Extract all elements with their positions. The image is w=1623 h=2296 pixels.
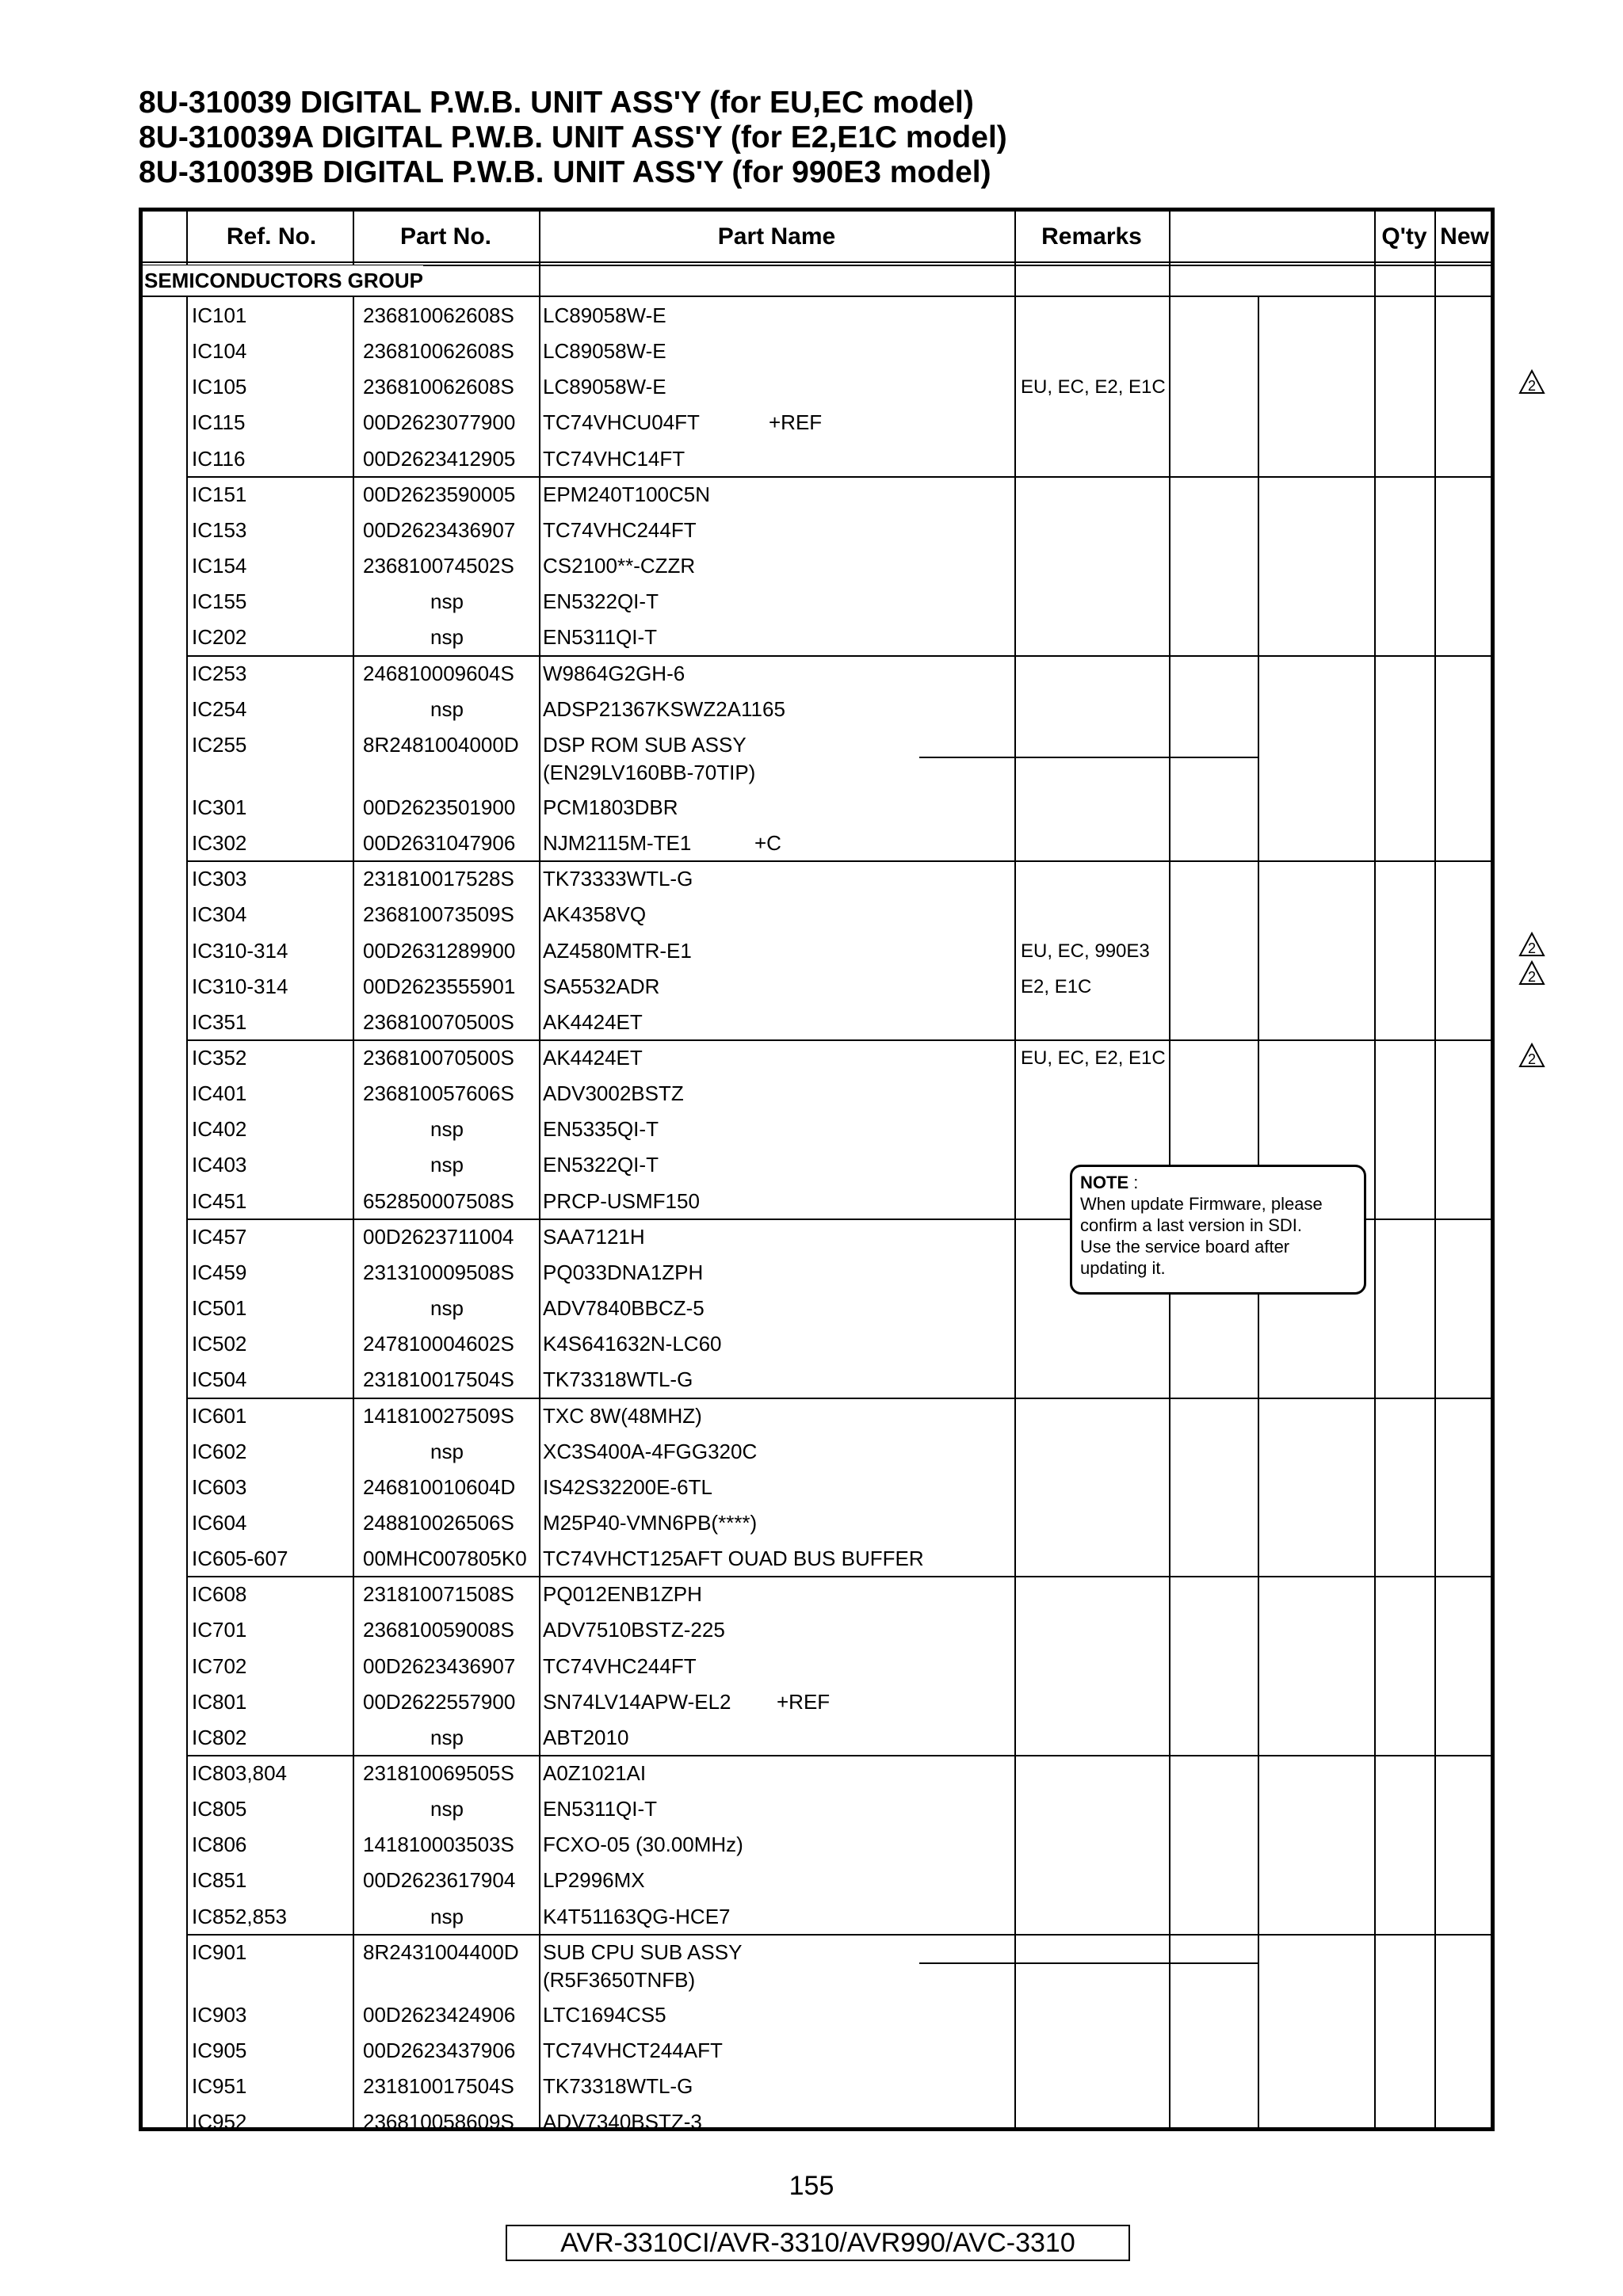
table-row: IC352 236810070500S AK4424ET EU, EC, E2, E1C [143, 1040, 1491, 1076]
table-row: IC253 246810009604S W9864G2GH-6 [143, 656, 1491, 692]
table-row [143, 1720, 1491, 1756]
ref-no-cell: IC604 [192, 1510, 247, 1535]
table-row: IC504 231810017504S TK73318WTL-G [143, 1362, 1491, 1398]
ref-no-cell: IC504 [192, 1367, 247, 1392]
part-name-cell: A0Z1021AI [543, 1761, 647, 1785]
ref-no-cell: IC255 [192, 732, 247, 757]
table-row: IC115 00D2623077900 TC74VHCU04FT +REF [143, 405, 1491, 441]
table-row: IC304 236810073509S AK4358VQ [143, 897, 1491, 933]
ref-no-cell: IC310-314 [192, 974, 288, 998]
table-row: IC101 236810062608S LC89058W-E [143, 298, 1491, 334]
part-name-cell: PRCP-USMF150 [543, 1188, 700, 1213]
table-row: IC457 00D2623711004 SAA7121H [143, 1219, 1491, 1255]
ref-no-cell: IC403 [192, 1153, 247, 1177]
ref-no-cell: IC851 [192, 1868, 247, 1893]
part-name-cell: SUB CPU SUB ASSY [543, 1939, 743, 1964]
part-name-cell: CS2100**-CZZR [543, 554, 696, 578]
part-name-cell: ADV7510BSTZ-225 [543, 1618, 725, 1642]
note-line: updating it. [1080, 1258, 1166, 1278]
table-row: IC903 00D2623424906 LTC1694CS5 [143, 1997, 1491, 2033]
part-name-suffix: +REF [777, 1689, 831, 1714]
part-name-cell: IS42S32200E-6TL [543, 1474, 712, 1499]
remarks-cell: EU, EC, E2, E1C [1021, 1047, 1166, 1069]
ref-no-cell: IC501 [192, 1296, 247, 1321]
svg-text:2: 2 [1527, 1051, 1537, 1067]
table-row: IC104 236810062608S LC89058W-E [143, 334, 1491, 369]
part-no-cell: nsp [430, 625, 464, 650]
part-name-cell: ADV3002BSTZ [543, 1081, 684, 1106]
table-row [143, 620, 1491, 655]
table-row [143, 1791, 1491, 1827]
title-line: 8U-310039B DIGITAL P.W.B. UNIT ASS'Y (for 990E3 model) [139, 155, 991, 189]
ref-no-cell: IC402 [192, 1117, 247, 1142]
part-name-cell: SAA7121H [543, 1224, 645, 1249]
ref-no-cell: IC104 [192, 339, 247, 364]
table-row: IC806 141810003503S FCXO-05 (30.00MHz) [143, 1827, 1491, 1863]
header-part-no: Part No. [399, 223, 492, 250]
table-row [143, 1291, 1491, 1326]
table-row: IC301 00D2623501900 PCM1803DBR [143, 790, 1491, 826]
part-name-cell: DSP ROM SUB ASSY [543, 732, 747, 757]
table-row: IC702 00D2623436907 TC74VHC244FT [143, 1649, 1491, 1684]
part-name-cell: M25P40-VMN6PB(****) [543, 1510, 758, 1535]
part-name-cell: TC74VHC244FT [543, 517, 697, 542]
ref-no-cell: IC301 [192, 795, 247, 819]
part-no-cell: nsp [430, 1797, 464, 1821]
ref-no-cell: IC459 [192, 1260, 247, 1284]
part-name-cell: TC74VHC14FT [543, 446, 685, 471]
part-name-cell: AZ4580MTR-E1 [543, 938, 692, 963]
revision-triangle-icon [1518, 960, 1545, 986]
ref-no-cell: IC457 [192, 1224, 247, 1249]
note-line: Use the service board after [1080, 1237, 1290, 1257]
subassy-connector-line [919, 757, 1259, 758]
part-name-cell: TK73318WTL-G [543, 2074, 693, 2099]
part-name-cell: XC3S400A-4FGG320C [543, 1439, 758, 1463]
ref-no-cell: IC351 [192, 1009, 247, 1034]
part-name-cell: ADV7340BSTZ-3 [543, 2110, 702, 2134]
table-row [143, 584, 1491, 620]
table-header [143, 212, 1491, 263]
ref-no-cell: IC852,853 [192, 1904, 287, 1928]
part-no-cell: nsp [430, 1153, 464, 1177]
ref-no-cell: IC701 [192, 1618, 247, 1642]
ref-no-cell: IC115 [192, 410, 246, 435]
ref-no-cell: IC601 [192, 1403, 247, 1428]
part-name-cell: TXC 8W(48MHZ) [543, 1403, 702, 1428]
ref-no-cell: IC951 [192, 2074, 247, 2099]
part-name-cell: AK4424ET [543, 1009, 643, 1034]
ref-no-cell: IC303 [192, 867, 247, 891]
part-name-cell: SN74LV14APW-EL2 [543, 1689, 731, 1714]
table-row: IC310-314 00D2631289900 AZ4580MTR-E1 EU, EC, 990E3 [143, 933, 1491, 969]
part-name-cell: NJM2115M-TE1 [543, 831, 692, 856]
note-line: confirm a last version in SDI. [1080, 1215, 1302, 1235]
part-name-cell: W9864G2GH-6 [543, 661, 685, 685]
part-name-cell: ADV7840BBCZ-5 [543, 1296, 705, 1321]
ref-no-cell: IC401 [192, 1081, 247, 1106]
part-no-cell: nsp [430, 589, 464, 614]
table-row: IC608 231810071508S PQ012ENB1ZPH [143, 1577, 1491, 1612]
ref-no-cell: IC154 [192, 554, 247, 578]
part-name-cell: EN5311QI-T [543, 625, 658, 650]
ref-no-cell: IC151 [192, 482, 247, 506]
ref-no-cell: IC801 [192, 1689, 247, 1714]
part-name-cell: AK4358VQ [543, 902, 647, 927]
ref-no-cell: IC952 [192, 2110, 247, 2134]
table-row [143, 692, 1491, 727]
ref-no-cell: IC352 [192, 1046, 247, 1070]
model-footer: AVR-3310CI/AVR-3310/AVR990/AVC-3310 [506, 2225, 1130, 2261]
revision-triangle-icon [1518, 369, 1545, 395]
part-name-cell: TK73318WTL-G [543, 1367, 693, 1392]
table-row: IC502 247810004602S K4S641632N-LC60 [143, 1326, 1491, 1362]
header-ref-no: Ref. No. [226, 223, 317, 250]
table-row: IC303 231810017528S TK73333WTL-G [143, 861, 1491, 897]
ref-no-cell: IC802 [192, 1725, 247, 1749]
ref-no-cell: IC608 [192, 1582, 247, 1607]
subassy-connector-line [919, 1962, 1259, 1964]
group-divider [143, 296, 1491, 297]
part-name-cell: PCM1803DBR [543, 795, 678, 819]
header-qty: Q'ty [1381, 223, 1427, 250]
ref-no-cell: IC101 [192, 303, 247, 327]
part-name-cell: LC89058W-E [543, 375, 666, 399]
table-row: IC701 236810059008S ADV7510BSTZ-225 [143, 1612, 1491, 1648]
remarks-cell: EU, EC, 990E3 [1021, 940, 1150, 962]
table-row: IC105 236810062608S LC89058W-E EU, EC, E2, E1C [143, 369, 1491, 405]
part-name-cell: LC89058W-E [543, 339, 666, 364]
part-name-cell: AK4424ET [543, 1046, 643, 1070]
table-row: IC801 00D2622557900 SN74LV14APW-EL2 +REF [143, 1684, 1491, 1720]
part-name-cell: TC74VHC244FT [543, 1653, 697, 1678]
table-row: IC255 8R2481004000D DSP ROM SUB ASSY (EN29LV160BB-70TIP) [143, 727, 1491, 763]
ref-no-cell: IC806 [192, 1833, 247, 1857]
part-name-cell-line2: (EN29LV160BB-70TIP) [543, 760, 756, 784]
note-line: When update Firmware, please [1080, 1194, 1323, 1214]
revision-triangle-icon [1518, 1043, 1545, 1068]
document-titles [139, 86, 1007, 190]
part-name-cell: ABT2010 [543, 1725, 629, 1749]
part-no-cell: nsp [430, 1296, 464, 1321]
part-no-cell: nsp [430, 1117, 464, 1142]
part-name-cell: LP2996MX [543, 1868, 645, 1893]
table-row: IC905 00D2623437906 TC74VHCT244AFT [143, 2033, 1491, 2069]
table-row: IC901 8R2431004400D SUB CPU SUB ASSY (R5F3650TNFB) [143, 1935, 1491, 1970]
part-no-cell: nsp [430, 1904, 464, 1928]
part-no-cell: nsp [430, 696, 464, 721]
part-name-cell: LC89058W-E [543, 303, 666, 327]
table-row: IC451 652850007508S PRCP-USMF150 [143, 1184, 1491, 1219]
part-no-cell: nsp [430, 1439, 464, 1463]
table-row: IC351 236810070500S AK4424ET [143, 1005, 1491, 1040]
header-remarks: Remarks [1041, 223, 1142, 250]
part-name-cell: K4T51163QG-HCE7 [543, 1904, 731, 1928]
table-row: IC851 00D2623617904 LP2996MX [143, 1863, 1491, 1898]
ref-no-cell: IC602 [192, 1439, 247, 1463]
ref-no-cell: IC502 [192, 1332, 247, 1356]
part-name-cell: TK73333WTL-G [543, 867, 693, 891]
table-row [143, 1112, 1491, 1147]
ref-no-cell: IC905 [192, 2039, 247, 2063]
table-row: IC154 236810074502S CS2100**-CZZR [143, 548, 1491, 584]
part-name-cell: K4S641632N-LC60 [543, 1332, 722, 1356]
ref-no-cell: IC116 [192, 446, 246, 471]
title-line: 8U-310039A DIGITAL P.W.B. UNIT ASS'Y (for E2,E1C model) [139, 120, 1007, 154]
part-name-cell: EPM240T100C5N [543, 482, 710, 506]
part-name-cell: PQ033DNA1ZPH [543, 1260, 704, 1284]
part-name-cell: EN5322QI-T [543, 589, 659, 614]
part-name-suffix: +REF [769, 410, 823, 435]
part-name-cell: ADSP21367KSWZ2A1165 [543, 696, 785, 721]
table-row: IC153 00D2623436907 TC74VHC244FT [143, 513, 1491, 548]
page-number: 155 [789, 2171, 834, 2201]
title-line: 8U-310039 DIGITAL P.W.B. UNIT ASS'Y (for EU,EC model) [139, 86, 974, 120]
part-name-cell: TC74VHCT125AFT OUAD BUS BUFFER [543, 1547, 924, 1571]
ref-no-cell: IC253 [192, 661, 247, 685]
table-row: IC601 141810027509S TXC 8W(48MHZ) [143, 1398, 1491, 1434]
part-name-cell: EN5322QI-T [543, 1153, 659, 1177]
ref-no-cell: IC702 [192, 1653, 247, 1678]
remarks-cell: EU, EC, E2, E1C [1021, 376, 1166, 399]
table-row: IC151 00D2623590005 EPM240T100C5N [143, 477, 1491, 513]
header-part-name: Part Name [717, 223, 836, 250]
part-name-cell-line2: (R5F3650TNFB) [543, 1967, 696, 1992]
table-row: IC310-314 00D2623555901 SA5532ADR E2, E1C [143, 969, 1491, 1005]
note-title: NOTE [1080, 1173, 1129, 1192]
part-name-cell: TC74VHCT244AFT [543, 2039, 723, 2063]
ref-no-cell: IC901 [192, 1939, 247, 1964]
part-name-suffix: +C [754, 831, 781, 856]
firmware-note [1070, 1165, 1366, 1295]
table-row: IC604 248810026506S M25P40-VMN6PB(****) [143, 1505, 1491, 1541]
ref-no-cell: IC153 [192, 517, 247, 542]
ref-no-cell: IC202 [192, 625, 247, 650]
table-row: IC459 231310009508S PQ033DNA1ZPH [143, 1255, 1491, 1291]
header-new: New [1440, 223, 1489, 250]
part-name-cell: SA5532ADR [543, 974, 660, 998]
ref-no-cell: IC254 [192, 696, 247, 721]
svg-text:2: 2 [1527, 940, 1537, 956]
table-row [143, 1899, 1491, 1935]
ref-no-cell: IC803,804 [192, 1761, 287, 1785]
ref-no-cell: IC304 [192, 902, 247, 927]
group-heading: SEMICONDUCTORS GROUP [143, 265, 423, 296]
ref-no-cell: IC903 [192, 2002, 247, 2027]
ref-no-cell: IC302 [192, 831, 247, 856]
table-row: IC803,804 231810069505S A0Z1021AI [143, 1756, 1491, 1791]
remarks-cell: E2, E1C [1021, 975, 1092, 997]
revision-triangle-icon [1518, 932, 1545, 957]
ref-no-cell: IC155 [192, 589, 247, 614]
table-row: IC952 236810058609S ADV7340BSTZ-3 [143, 2104, 1491, 2140]
table-row: IC401 236810057606S ADV3002BSTZ [143, 1076, 1491, 1112]
part-name-cell: FCXO-05 (30.00MHz) [543, 1833, 743, 1857]
ref-no-cell: IC805 [192, 1797, 247, 1821]
svg-text:2: 2 [1527, 969, 1537, 985]
table-row: IC603 246810010604D IS42S32200E-6TL [143, 1470, 1491, 1505]
ref-no-cell: IC451 [192, 1188, 247, 1213]
ref-no-cell: IC605-607 [192, 1547, 288, 1571]
ref-no-cell: IC603 [192, 1474, 247, 1499]
part-name-cell: LTC1694CS5 [543, 2002, 666, 2027]
table-row: IC605-607 00MHC007805K0 TC74VHCT125AFT OUAD BUS BUFFER [143, 1541, 1491, 1577]
table-row: IC302 00D2631047906 NJM2115M-TE1 +C [143, 826, 1491, 861]
part-name-cell: EN5311QI-T [543, 1797, 658, 1821]
part-name-cell: PQ012ENB1ZPH [543, 1582, 702, 1607]
ref-no-cell: IC105 [192, 375, 247, 399]
table-row: IC951 231810017504S TK73318WTL-G [143, 2069, 1491, 2104]
table-row [143, 1434, 1491, 1470]
table-row: IC116 00D2623412905 TC74VHC14FT [143, 441, 1491, 477]
note-colon: : [1128, 1173, 1139, 1192]
part-no-cell: nsp [430, 1725, 464, 1749]
part-name-cell: TC74VHCU04FT [543, 410, 700, 435]
ref-no-cell: IC310-314 [192, 938, 288, 963]
part-name-cell: EN5335QI-T [543, 1117, 659, 1142]
svg-text:2: 2 [1527, 378, 1537, 394]
